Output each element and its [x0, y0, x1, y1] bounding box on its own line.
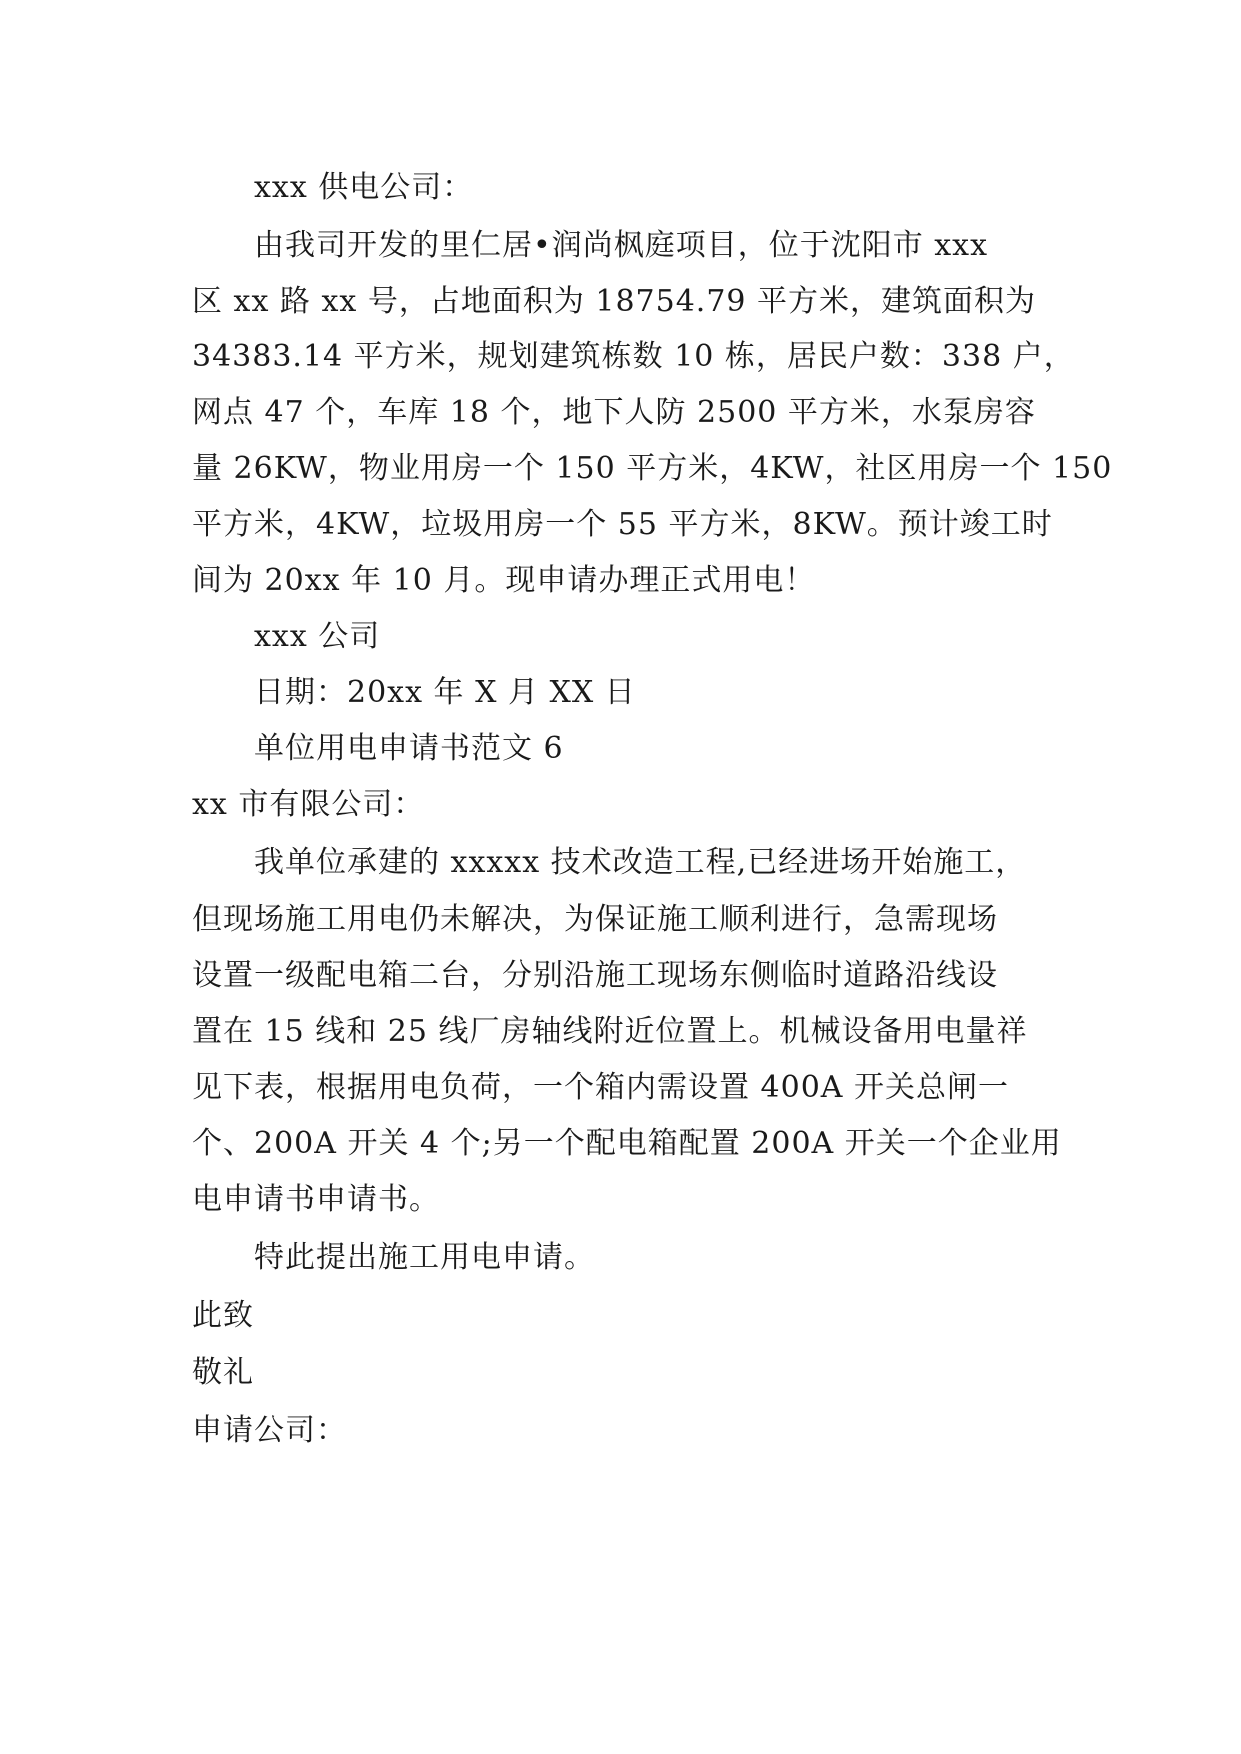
letter2-body-line: 但现场施工用电仍未解决，为保证施工顺利进行，急需现场 [192, 902, 998, 937]
letter2-body-line: 见下表，根据用电负荷，一个箱内需设置 400A 开关总闸一 [192, 1070, 1009, 1105]
letter2-body-line: 电申请书申请书。 [192, 1182, 440, 1217]
letter2-request: 特此提出施工用电申请。 [254, 1240, 595, 1275]
letter2-salutation: xx 市有限公司： [192, 787, 425, 822]
letter2-body-line: 个、200A 开关 4 个;另一个配电箱配置 200A 开关一个企业用 [192, 1126, 1062, 1161]
letter2-applicant: 申请公司： [192, 1413, 347, 1448]
letter2-closing: 敬礼 [192, 1355, 254, 1390]
letter1-body-line: 区 xx 路 xx 号，占地面积为 18754.79 平方米，建筑面积为 [192, 284, 1037, 319]
letter1-signer: xxx 公司 [254, 619, 381, 654]
letter1-body-line: 由我司开发的里仁居•润尚枫庭项目，位于沈阳市 xxx [254, 228, 988, 263]
letter1-body-line: 量 26KW，物业用房一个 150 平方米，4KW，社区用房一个 150 [192, 451, 1113, 486]
letter2-body-line: 设置一级配电箱二台，分别沿施工现场东侧临时道路沿线设 [192, 958, 998, 993]
letter1-salutation: xxx 供电公司： [254, 170, 474, 205]
letter1-body-line: 34383.14 平方米，规划建筑栋数 10 栋，居民户数：338 户， [192, 339, 1075, 374]
letter1-body-line: 网点 47 个，车库 18 个，地下人防 2500 平方米，水泵房容 [192, 395, 1036, 430]
letter2-body-line: 我单位承建的 xxxxx 技术改造工程,已经进场开始施工， [254, 845, 1027, 880]
letter2-body-line: 置在 15 线和 25 线厂房轴线附近位置上。机械设备用电量祥 [192, 1014, 1028, 1049]
letter1-date: 日期：20xx 年 X 月 XX 日 [254, 675, 636, 710]
section-title: 单位用电申请书范文 6 [254, 731, 564, 766]
letter1-body-line: 平方米，4KW，垃圾用房一个 55 平方米，8KW。预计竣工时 [192, 507, 1053, 542]
letter1-body-line: 间为 20xx 年 10 月。现申请办理正式用电！ [192, 563, 816, 598]
letter2-closing: 此致 [192, 1298, 254, 1333]
